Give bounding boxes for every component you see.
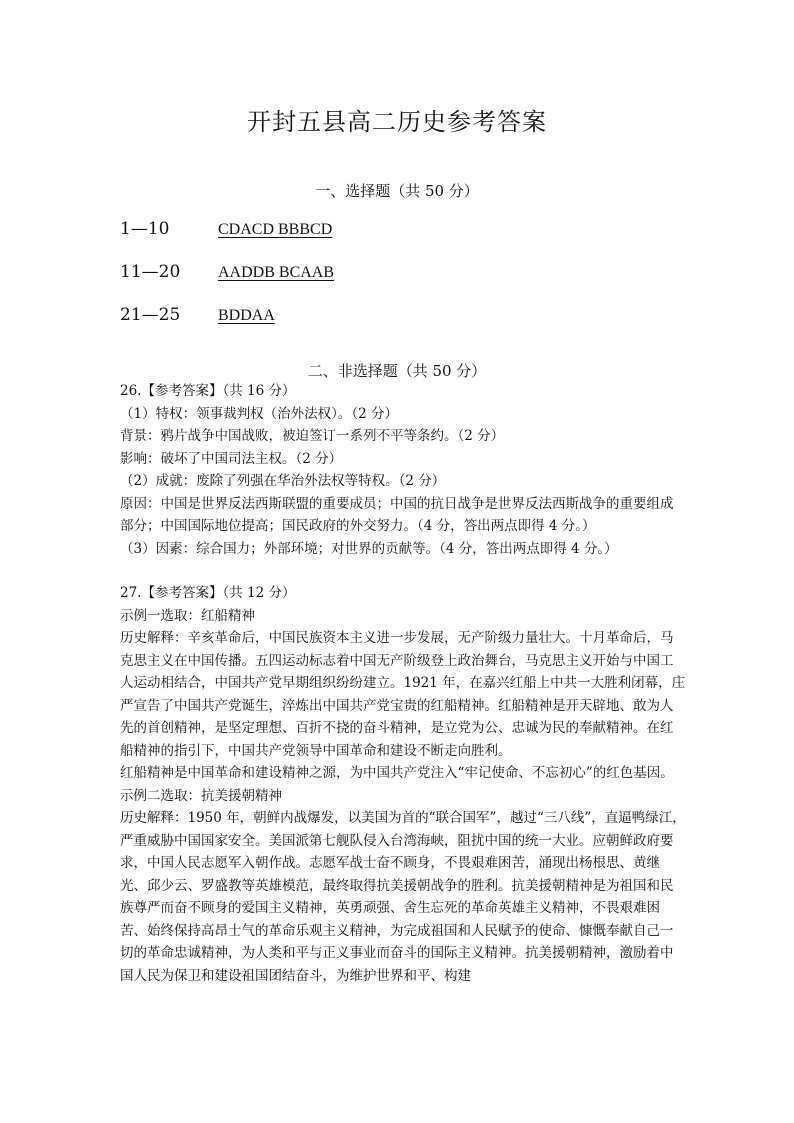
question-header: 26.【参考答案】（共 16 分） [120, 383, 296, 399]
answer-line: 影响：破坏了中国司法主权。（2 分） [120, 450, 343, 467]
answer-line: （1）特权：领事裁判权（治外法权）。（2 分） [120, 405, 398, 422]
answer-line: 原因：中国是世界反法西斯联盟的重要成员；中国的抗日战争是世界反法西斯战争的重要组成部分；中国国际地位提高；国民政府的外交努力。（4 分，答出两点即得 4 分。） [120, 495, 674, 534]
answer-key: AADDB BCAAB [218, 264, 335, 281]
document-title: 开封五县高二历史参考答案 [247, 108, 547, 136]
question-27-answer [120, 582, 686, 987]
answer-line: 红船精神是中国革命和建设精神之源，为中国共产党注入“牢记使命、不忘初心”的红色基因。 [120, 765, 674, 781]
answer-key: CDACD BBBCD [218, 221, 333, 238]
section2-heading: 二、非选择题（共 50 分） [307, 362, 487, 380]
answer-line: 历史解释：1950 年，朝鲜内战爆发，以美国为首的“联合国军”，越过“三八线”，直逼鸭绿江，严重威胁中国国家安全。美国派第七舰队侵入台湾海峡，阻扰中国的统一大业。应朝鲜政府要求，中国人民志愿军入朝作战。志愿军战士奋不顾身，不畏艰难困苦，涌现出杨根思、黄继光、邱少云、罗盛教等英雄模范，最终取得抗美援朝战争的胜利。抗美援朝精神是为祖国和民族尊严而奋不顾身的爱国主义精神，英勇顽强、舍生忘死的革命英雄主义精神，不畏艰难困苦、始终保持高昂士气的革命乐观主义精神，为完成祖国和人民赋予的使命、慷慨奉献自己一切的革命忠诚精神，为人类和平与正义事业而奋斗的国际主义精神。抗美援朝精神，激励着中国人民为保卫和建设祖国团结奋斗，为维护世界和平、构建 [120, 810, 686, 984]
answer-row [120, 261, 334, 283]
answer-line: 历史解释：辛亥革命后，中国民族资本主义进一步发展，无产阶级力量壮大。十月革命后，马克思主义在中国传播。五四运动标志着中国无产阶级登上政治舞台，马克思主义开始与中国工人运动相结合，中国共产党早期组织纷纷建立。1921 年，在嘉兴红船上中共一大胜利闭幕，庄严宣告了中国共产党诞生，淬炼出中国共产党宝贵的红船精神。红船精神是开天辟地、敢为人先的首创精神，是坚定理想、百折不挠的奋斗精神，是立党为公、忠诚为民的奉献精神。在红船精神的指引下，中国共产党领导中国革命和建设不断走向胜利。 [120, 630, 686, 759]
answer-key: BDDAA [218, 307, 275, 324]
question-range: 11—20 [120, 262, 181, 282]
question-range: 21—25 [120, 305, 181, 325]
answer-line: （2）成就：废除了列强在华治外法权等特权。（2 分） [120, 473, 446, 489]
section1-heading: 一、选择题（共 50 分） [315, 182, 479, 200]
answer-row [120, 218, 332, 240]
answer-row [120, 304, 275, 326]
answer-line: （3）因素：综合国力；外部环境；对世界的贡献等。（4 分，答出两点即得 4 分。） [120, 540, 618, 557]
question-header: 27.【参考答案】（共 12 分） [120, 585, 296, 601]
answer-line: 背景：鸦片战争中国战败，被迫签订一系列不平等条约。（2 分） [120, 428, 505, 444]
question-range: 1—10 [120, 219, 170, 239]
answer-line: 示例二选取：抗美援朝精神 [120, 787, 282, 804]
answer-line: 示例一选取：红船精神 [120, 607, 255, 624]
question-26-answer [120, 380, 686, 560]
